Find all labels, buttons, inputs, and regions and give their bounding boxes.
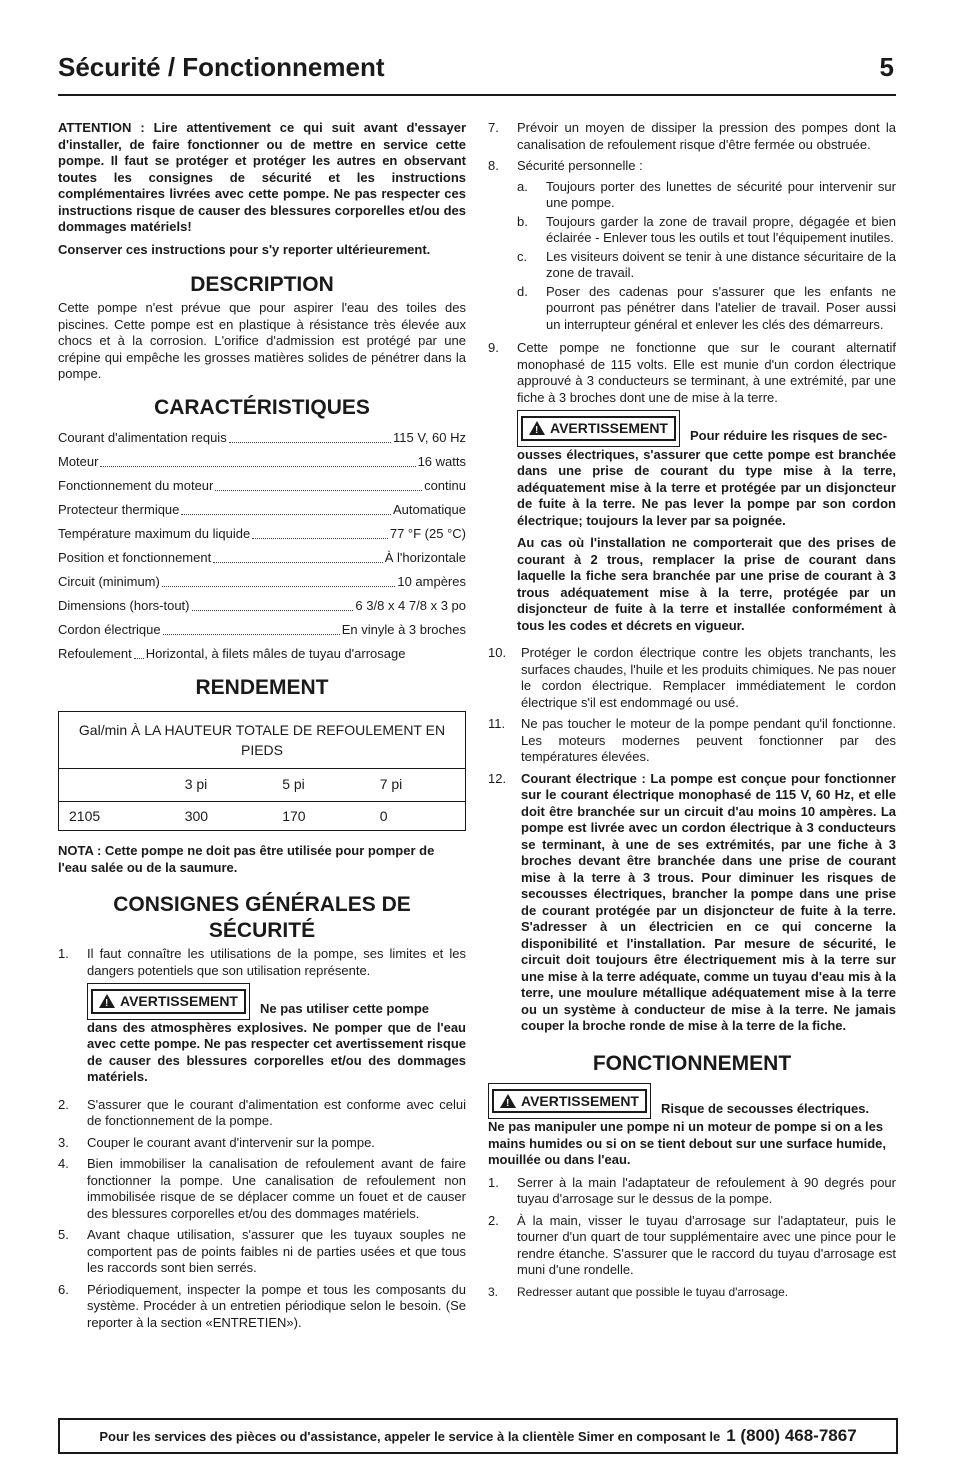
performance-table-title: Gal/min À LA HAUTEUR TOTALE DE REFOULEMENT EN PIEDS — [59, 711, 466, 768]
performance-note: NOTA : Cette pompe ne doit pas être utilisée pour pomper de l'eau salée ou de la saumure. — [58, 843, 435, 875]
warning-triangle-icon — [529, 421, 545, 435]
spec-row — [58, 447, 466, 471]
performance-table — [58, 711, 466, 832]
spec-label: Position et fonctionnement — [58, 550, 212, 565]
spec-label: Courant d'alimentation requis — [58, 430, 227, 445]
warning-triangle-icon — [500, 1094, 516, 1108]
spec-value: 77 °F (25 °C) — [389, 526, 466, 541]
warning-label: AVERTISSEMENT — [521, 1092, 639, 1109]
spec-row — [58, 423, 466, 447]
item-text: À la main, visser le tuyau d'arrosage sur l'adaptateur, puis le tourner d'un quart de tour supplémentaire avec une pince pour le rendre étanche. S'assurer que le raccord du tuyau d'arrosage est muni d'une rondelle. — [517, 1212, 896, 1277]
dot-leader — [163, 634, 340, 635]
spec-value: En vinyle à 3 broches — [341, 622, 466, 637]
item-text: Bien immobiliser la canalisation de refoulement avant de faire fonctionner la pompe. Une canalisation de refoulement non immobilisée risque de se déplacer comme un fouet et de causer des blessures corporelles et/ou des dommages matériels. — [87, 1156, 466, 1221]
warning-text: Ne pas manipuler une pompe ni un moteur de pompe si on a les mains humides ou si on se tient debout sur une surface humide, mouillée ou dans l'eau. — [488, 1119, 887, 1167]
dot-leader — [252, 538, 388, 539]
spec-row — [58, 591, 466, 615]
spec-row — [58, 495, 466, 519]
warning-badge — [492, 1089, 647, 1114]
warning-text: dans des atmosphères explosives. Ne pomper que de l'eau avec cette pompe. Ne pas respecter cet avertissement risque de causer des blessures corporelles et/ou des dommages matériels. — [87, 1019, 466, 1084]
list-item: 5. Avant chaque utilisation, s'assurer que les tuyaux souples ne comportent pas de points faibles ni de parties usées et que tous les raccords sont bien serrés. — [58, 1227, 466, 1275]
warning-lead: Pour réduire les risques de sec- — [689, 428, 888, 443]
page-number: 5 — [879, 52, 894, 82]
safety-heading: CONSIGNES GÉNÉRALES DE SÉCURITÉ — [113, 893, 411, 942]
item-text: Toujours porter des lunettes de sécurité pour intervenir sur une pompe. — [546, 178, 896, 210]
performance-heading: RENDEMENT — [195, 675, 329, 699]
spec-value: continu — [424, 478, 466, 493]
item-text: Serrer à la main l'adaptateur de refoulement à 90 degrés pour tuyau d'arrosage sur le dessus de la pompe. — [517, 1174, 896, 1206]
sub-item: c. Les visiteurs doivent se tenir à une distance sécuritaire de la zone de travail. — [517, 248, 896, 280]
sub-item: b. Toujours garder la zone de travail propre, dégagée et bien éclairée - Enlever tous les outils et tout l'équipement inutiles. — [517, 213, 896, 245]
right-column — [488, 120, 896, 1305]
column-header: 3 pi — [175, 768, 273, 801]
spec-value: 115 V, 60 Hz — [393, 430, 466, 445]
model-header-cell — [59, 768, 175, 801]
list-item: 2. À la main, visser le tuyau d'arrosage sur l'adaptateur, puis le tourner d'un quart de tour supplémentaire avec une pince pour le rendre étanche. S'assurer que le raccord du tuyau d'arrosage est muni d'une rondelle. — [488, 1212, 896, 1277]
spec-label: Refoulement — [58, 646, 132, 661]
safety-list-right — [488, 120, 896, 1035]
dot-leader — [100, 466, 415, 467]
list-item: 10. Protéger le cordon électrique contre les objets tranchants, les surfaces chaudes, l'huile et les produits chimiques. Ne pas nouer le cordon électrique. Remplacer immédiatement le cordon électrique s'il est endommagé ou usé. — [488, 645, 896, 710]
operation-steps — [488, 1175, 896, 1301]
item-text: Ne pas toucher le moteur de la pompe pendant qu'il fonctionne. Les moteurs modernes peuvent fonctionner par des températures élevées. — [521, 716, 896, 764]
list-item: 3. Redresser autant que possible le tuyau d'arrosage. — [488, 1284, 896, 1301]
item-text: Avant chaque utilisation, s'assurer que les tuyaux souples ne comportent pas de points faibles ni de parties usées et que tous les raccords sont bien serrés. — [87, 1227, 466, 1275]
spec-row — [58, 615, 466, 639]
list-item: 4. Bien immobiliser la canalisation de refoulement avant de faire fonctionner la pompe. Une canalisation de refoulement non immobilisée risque de se déplacer comme un fouet et de causer des blessures corporelles et/ou des dommages matériels. — [58, 1156, 466, 1221]
spec-label: Fonctionnement du moteur — [58, 478, 214, 493]
warning-lead: Risque de secousses électriques. — [660, 1100, 870, 1116]
sub-list — [517, 179, 896, 334]
operation-heading: FONCTIONNEMENT — [592, 1051, 792, 1075]
warning-badge — [521, 416, 676, 441]
spec-label: Température maximum du liquide — [58, 526, 251, 541]
column-header: 7 pi — [370, 768, 466, 801]
list-item: 3. Couper le courant avant d'intervenir sur la pompe. — [58, 1135, 466, 1152]
list-item: 11. Ne pas toucher le moteur de la pompe pendant qu'il fonctionne. Les moteurs modernes peuvent fonctionner par des températures élevées. — [488, 716, 896, 764]
spec-row — [58, 471, 466, 495]
description-heading: DESCRIPTION — [190, 273, 334, 296]
keep-instructions: Conserver ces instructions pour s'y reporter ultérieurement. — [58, 241, 431, 257]
value-cell: 300 — [184, 807, 209, 824]
item-text: Sécurité personnelle : — [517, 158, 643, 173]
page-header — [58, 50, 896, 96]
spec-value: 6 3/8 x 4 7/8 x 3 po — [355, 598, 466, 613]
dot-leader — [213, 562, 383, 563]
spec-value: À l'horizontale — [384, 550, 466, 565]
item-text: Il faut connaître les utilisations de la pompe, ses limites et les dangers potentiels que son utilisation représente. — [87, 946, 466, 978]
warning-triangle-icon — [99, 994, 115, 1008]
description-text: Cette pompe n'est prévue que pour aspirer l'eau des toiles des piscines. Cette pompe est en plastique à résistance très élevée aux chocs et à la corrosion. L'orifice d'admission est protégé par une crépine qui empêche les grosses matières solides de pénétrer dans la pompe. — [58, 300, 466, 381]
warning-frame — [488, 1083, 651, 1120]
item-text: Couper le courant avant d'intervenir sur la pompe. — [87, 1134, 375, 1150]
dot-leader — [134, 658, 144, 659]
warning-frame — [87, 983, 250, 1020]
item-text: Les visiteurs doivent se tenir à une distance sécuritaire de la zone de travail. — [546, 248, 896, 280]
warning-text-2: Au cas où l'installation ne comporterait que des prises de courant à 2 trous, remplacer la prise de courant dans laquelle la fiche sera branchée par une prise de courant à 3 trous adéquatement mise à la terre, protégée par un disjoncteur de fuite à la terre et installée conformément à tous les codes et décrets en vigueur. — [517, 535, 896, 633]
list-item: 6. Périodiquement, inspecter la pompe et tous les composants du système. Procéder à un entretien périodique selon le besoin. (Se reporter à la section «ENTRETIEN»). — [58, 1281, 466, 1330]
spec-label: Circuit (minimum) — [58, 574, 160, 589]
dot-leader — [162, 586, 396, 587]
warning-block — [488, 1083, 896, 1169]
warning-frame — [517, 410, 680, 447]
spec-row — [58, 519, 466, 543]
value-cell: 170 — [282, 807, 306, 824]
spec-value: Horizontal, à filets mâles de tuyau d'arrosage — [145, 646, 406, 661]
dot-leader — [181, 514, 391, 515]
item-text: Courant électrique : La pompe est conçue pour fonctionner sur le courant électrique monophasé de 115 V, 60 Hz, et elle doit être branchée sur un circuit d'au moins 10 ampères. La pompe est livrée avec un cordon électrique à 3 conducteurs se terminant, à une de ses extrémités, par une fiche à 3 broches devant être branchée dans une prise de courant mise à la terre à 3 trous. Pour diminuer les risques de secousses électriques, brancher la pompe dans une prise de courant protégée par un disjoncteur de fuite à la terre. S'adresser à un électricien en ce qui concerne la disponibilité et l'installation. Par mesure de sécurité, le circuit doit toujours être électriquement mis à la terre sur une mise à la terre adéquate, comme un tuyau d'eau mis à la terre, une moulure métallique adéquatement mise à la terre ou un système à conducteur de mise à la terre. Ne jamais couper la broche ronde de mise à la terre de la fiche. — [521, 770, 896, 1033]
spec-label: Cordon électrique — [58, 622, 161, 637]
table-row — [59, 801, 466, 831]
item-text: Protéger le cordon électrique contre les objets tranchants, les surfaces chaudes, l'huile et les produits chimiques. Ne pas nouer le cordon électrique. Remplacer immédiatement le cordon électrique s'il est endommagé ou usé. — [521, 645, 896, 710]
warning-lead: Ne pas utiliser cette pompe — [259, 1001, 430, 1016]
spec-label: Moteur — [58, 454, 99, 469]
sub-item: d. Poser des cadenas pour s'assurer que les enfants ne pourront pas pénétrer dans l'atelier de travail. Poser aussi un interrupteur général et enlever les clés des démarreurs. — [517, 283, 896, 332]
list-item: 2. S'assurer que le courant d'alimentation est conforme avec celui de fonctionnement de la pompe. — [58, 1096, 466, 1128]
warning-block — [517, 410, 896, 634]
sub-item: a. Toujours porter des lunettes de sécurité pour intervenir sur une pompe. — [517, 178, 896, 210]
footer-phone: 1 (800) 468-7867 — [726, 1426, 857, 1445]
list-item: 8. Sécurité personnelle : a. Toujours porter des lunettes de sécurité pour intervenir sur une pompe. b. Toujours garder la zone de travail propre, dégagée et bien éclairée - Enlever tous les outils et tout l'équipement inutiles. c. Les visiteurs doivent se tenir à une distance sécuritaire de la zone de travail. d. Poser des cadenas pour s'assurer que les enfants ne pourront pas pénétrer dans l'atelier de travail. Poser aussi un interrupteur général et enlever les clés des démarreurs. — [488, 158, 896, 332]
dot-leader — [215, 490, 422, 491]
page-title: Sécurité / Fonctionnement — [58, 52, 385, 82]
value-cell: 0 — [379, 807, 388, 824]
features-list — [58, 423, 466, 663]
list-item: 1. Serrer à la main l'adaptateur de refoulement à 90 degrés pour tuyau d'arrosage sur le dessus de la pompe. — [488, 1174, 896, 1206]
left-column — [58, 120, 466, 1336]
list-item: 12. Courant électrique : La pompe est conçue pour fonctionner sur le courant électrique monophasé de 115 V, 60 Hz, et elle doit être branchée sur un circuit d'au moins 10 ampères. La pompe est livrée avec un cordon électrique à 3 conducteurs se terminant, à une de ses extrémités, par une fiche à 3 broches devant être branchée dans une prise de courant mise à la terre à 3 trous. Pour diminuer les risques de secousses électriques, brancher la pompe dans une prise de courant protégée par un disjoncteur de fuite à la terre. S'adresser à un électricien en ce qui concerne la disponibilité et l'installation. Par mesure de sécurité, le circuit doit toujours être électriquement mis à la terre sur une mise à la terre adéquate, comme un tuyau d'eau mis à la terre, une moulure métallique adéquatement mise à la terre ou un système à conducteur de mise à la terre. Ne jamais couper la broche ronde de mise à la terre de la fiche. — [488, 770, 896, 1033]
warning-badge — [91, 989, 246, 1014]
item-text: Périodiquement, inspecter la pompe et tous les composants du système. Procéder à un entretien périodique selon le besoin. (Se reporter à la section «ENTRETIEN»). — [87, 1281, 466, 1330]
item-text: Cette pompe ne fonctionne que sur le courant alternatif monophasé de 115 volts. Elle est munie d'un cordon électrique approuvé à 3 conducteurs se terminant, à une extrémité, par une fiche à 3 broches dont une de mise à la terre. — [517, 340, 896, 405]
attention-paragraph: ATTENTION : Lire attentivement ce qui suit avant d'essayer d'installer, de faire fonctionner ou de mettre en service cette pompe. Il faut se protéger et protéger les autres en observant toutes les consignes de sécurité et les instructions complémentaires livrées avec cette pompe. Ne pas respecter ces instructions risque de causer des blessures corporelles et/ou des dommages matériels! — [58, 120, 466, 234]
list-item: 7. Prévoir un moyen de dissiper la pression des pompes dont la canalisation de refoulement risque d'être fermée ou obstruée. — [488, 120, 896, 152]
list-item: 9. Cette pompe ne fonctionne que sur le courant alternatif monophasé de 115 volts. Elle est munie d'un cordon électrique approuvé à 3 conducteurs se terminant, à une extrémité, par une fiche à 3 broches dont une de mise à la terre. ! AVERTISSEMENT Pour réduire les risques de sec- ousses électriques, s'assurer que cette pompe est branchée dans une prise de courant du type mise à la terre, adéquatement mise à la terre et protégée par un disjoncteur de fuite à la terre. Ne pas lever la pompe par son cordon électrique; toujours la lever par sa poignée. Au cas où l'installation ne comporterait que des prises de courant à 2 trous, remplacer la prise de courant dans laquelle la fiche sera branchée par une prise de courant à 3 trous adéquatement mise à la terre, protégée par un disjoncteur de fuite à la terre et installée conformément à tous les codes et décrets en vigueur. — [488, 340, 896, 640]
item-text: Toujours garder la zone de travail propre, dégagée et bien éclairée - Enlever tous les outils et tout l'équipement inutiles. — [546, 213, 896, 245]
warning-text: ousses électriques, s'assurer que cette pompe est branchée dans une prise de courant du type mise à la terre, adéquatement mise à la terre et protégée par un disjoncteur de fuite à la terre. Ne pas lever la pompe par son cordon électrique; toujours la lever par sa poignée. — [517, 446, 896, 528]
safety-list-left — [58, 946, 466, 1331]
model-cell: 2105 — [69, 807, 101, 824]
item-text: S'assurer que le courant d'alimentation est conforme avec celui de fonctionnement de la pompe. — [87, 1096, 466, 1128]
spec-row — [58, 543, 466, 567]
item-text: Poser des cadenas pour s'assurer que les enfants ne pourront pas pénétrer dans l'atelier de travail. Poser aussi un interrupteur général et enlever les clés des démarreurs. — [546, 283, 896, 332]
features-heading: CARACTÉRISTIQUES — [154, 395, 370, 419]
dot-leader — [192, 610, 354, 611]
spec-label: Dimensions (hors-tout) — [58, 598, 190, 613]
spec-label: Protecteur thermique — [58, 502, 180, 517]
column-header: 5 pi — [272, 768, 370, 801]
spec-value: Automatique — [393, 502, 466, 517]
warning-block — [87, 983, 466, 1086]
warning-label: AVERTISSEMENT — [120, 993, 238, 1009]
spec-value: 16 watts — [417, 454, 466, 469]
footer-bar — [58, 1418, 898, 1454]
dot-leader — [229, 442, 391, 443]
item-text: Prévoir un moyen de dissiper la pression des pompes dont la canalisation de refoulement risque d'être fermée ou obstruée. — [517, 120, 896, 152]
footer-text: Pour les services des pièces ou d'assistance, appeler le service à la clientèle Simer en composant le — [99, 1428, 721, 1444]
warning-label: AVERTISSEMENT — [550, 420, 668, 436]
spec-value: 10 ampères — [397, 574, 466, 589]
spec-row — [58, 639, 466, 663]
spec-row — [58, 567, 466, 591]
list-item: 1. Il faut connaître les utilisations de la pompe, ses limites et les dangers potentiels que son utilisation représente. ! AVERTISSEMENT Ne pas utiliser cette pompe dans des atmosphères explosives. Ne pomper que de l'eau avec cette pompe. Ne pas respecter cet avertissement risque de causer des blessures corporelles et/ou des dommages matériels. — [58, 946, 466, 1092]
item-text: Redresser autant que possible le tuyau d'arrosage. — [517, 1284, 789, 1299]
